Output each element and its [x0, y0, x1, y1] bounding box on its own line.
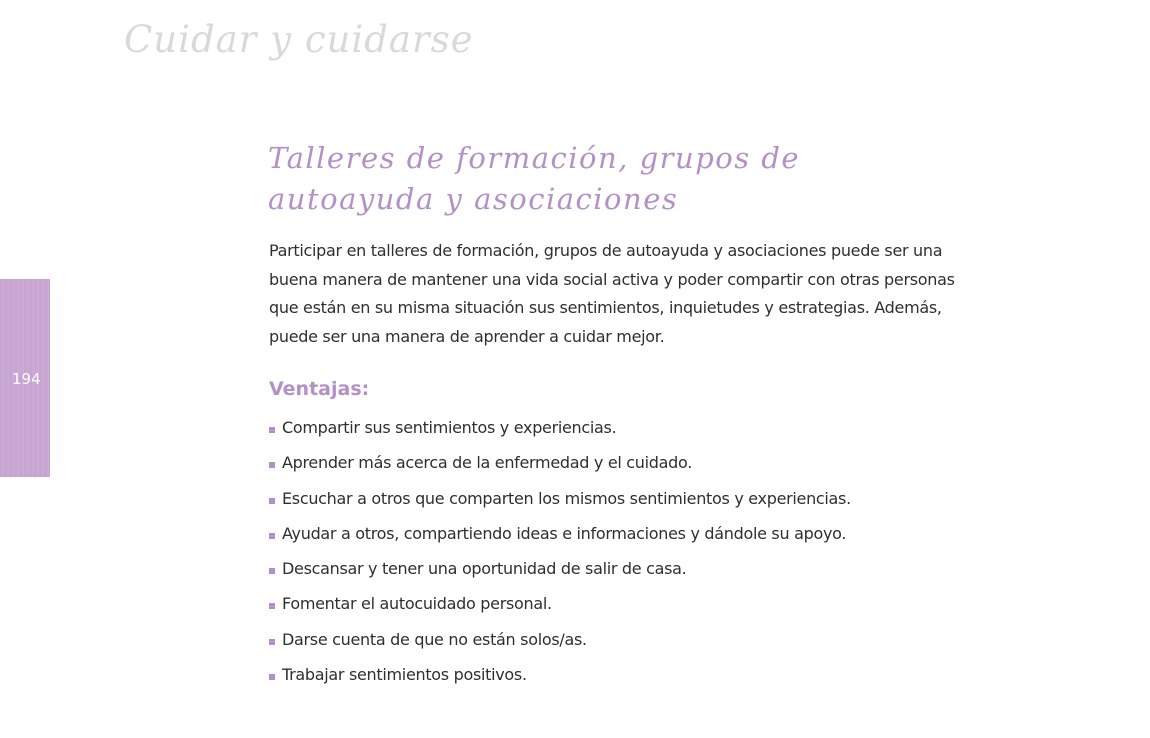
list-item-text: Escuchar a otros que comparten los mismos sentimientos y experiencias. — [282, 488, 851, 508]
advantages-list — [269, 418, 969, 700]
square-bullet-icon — [269, 462, 275, 468]
section-title — [268, 138, 908, 220]
square-bullet-icon — [269, 533, 275, 539]
list-item — [269, 559, 969, 594]
list-item — [269, 665, 969, 700]
square-bullet-icon — [269, 427, 275, 433]
square-bullet-icon — [269, 603, 275, 609]
list-item-text: Compartir sus sentimientos y experiencias. — [282, 418, 617, 437]
intro-paragraph: Participar en talleres de formación, grupos de autoayuda y asociaciones puede ser una buena manera de mantener una vida social activa y poder compartir con otras personas que están en su misma situación sus sentimientos, inquietudes y estrategias. Además, puede ser una manera de aprender a cuidar mejor. — [269, 241, 955, 346]
square-bullet-icon — [269, 674, 275, 680]
list-item — [269, 630, 969, 665]
list-item — [269, 489, 969, 524]
page-number: 194 — [12, 370, 41, 388]
list-item-text: Darse cuenta de que no están solos/as. — [282, 629, 587, 649]
list-item-text: Trabajar sentimientos positivos. — [282, 665, 527, 685]
section-title-line-1: Talleres de formación, grupos de — [268, 141, 801, 175]
square-bullet-icon — [269, 639, 275, 645]
list-item — [269, 418, 969, 453]
list-item-text: Fomentar el autocuidado personal. — [282, 594, 552, 614]
advantages-heading: Ventajas: — [269, 378, 370, 400]
list-item-text: Descansar y tener una oportunidad de salir de casa. — [282, 559, 687, 579]
square-bullet-icon — [269, 498, 275, 504]
list-item — [269, 453, 969, 488]
list-item-text: Ayudar a otros, compartiendo ideas e informaciones y dándole su apoyo. — [282, 523, 847, 543]
running-head: Cuidar y cuidarse — [124, 18, 474, 61]
section-title-line-2: autoayuda y asociaciones — [268, 182, 679, 216]
square-bullet-icon — [269, 568, 275, 574]
list-item — [269, 524, 969, 559]
list-item — [269, 594, 969, 629]
list-item-text: Aprender más acerca de la enfermedad y el cuidado. — [282, 453, 692, 473]
